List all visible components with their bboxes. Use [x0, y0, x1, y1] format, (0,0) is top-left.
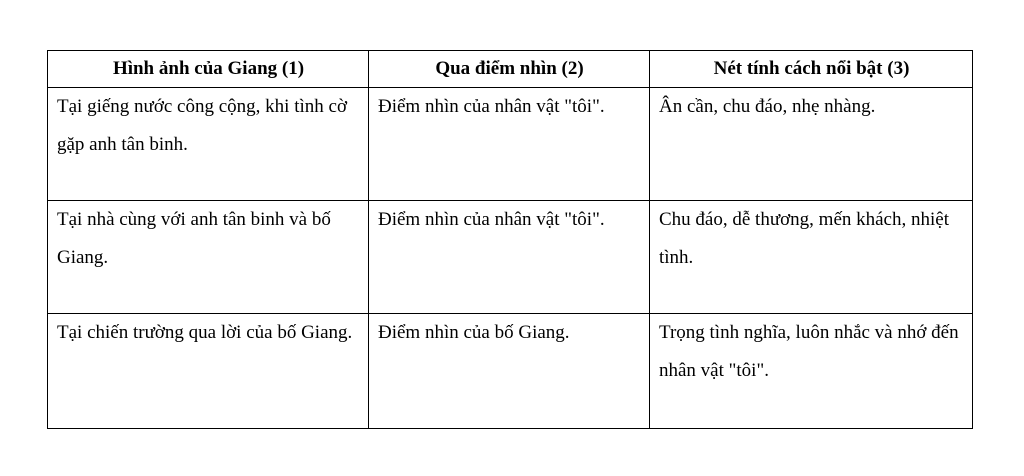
table-cell: [48, 314, 369, 429]
table-cell: [48, 201, 369, 314]
table-row: [48, 88, 973, 201]
header-cell-image: Hình ảnh của Giang (1): [48, 51, 369, 88]
table-cell: [369, 314, 650, 429]
table-cell: [369, 201, 650, 314]
table-cell: [650, 88, 973, 201]
cell-text: Ân cần, chu đáo, nhẹ nhàng.: [659, 96, 876, 117]
table-body: [48, 88, 973, 429]
table-row: [48, 314, 973, 429]
table-row: [48, 201, 973, 314]
header-cell-traits: Nét tính cách nổi bật (3): [650, 51, 973, 88]
table-header: [48, 51, 973, 88]
cell-text: Tại giếng nước công cộng, khi tình cờ gặp anh tân binh.: [57, 96, 347, 155]
cell-text: Tại chiến trường qua lời của bố Giang.: [57, 322, 353, 343]
table-cell: [650, 201, 973, 314]
cell-text: Trọng tình nghĩa, luôn nhắc và nhớ đến nhân vật "tôi".: [659, 322, 959, 381]
header-row: [48, 51, 973, 88]
comparison-table: [47, 50, 973, 429]
cell-text: Điểm nhìn của bố Giang.: [378, 322, 570, 343]
table-cell: [369, 88, 650, 201]
table-cell: [48, 88, 369, 201]
header-cell-viewpoint: Qua điểm nhìn (2): [369, 51, 650, 88]
table-cell: [650, 314, 973, 429]
cell-text: Điểm nhìn của nhân vật "tôi".: [378, 209, 605, 230]
cell-text: Điểm nhìn của nhân vật "tôi".: [378, 96, 605, 117]
cell-text: Chu đáo, dễ thương, mến khách, nhiệt tình.: [659, 209, 949, 268]
cell-text: Tại nhà cùng với anh tân binh và bố Giang.: [57, 209, 331, 268]
